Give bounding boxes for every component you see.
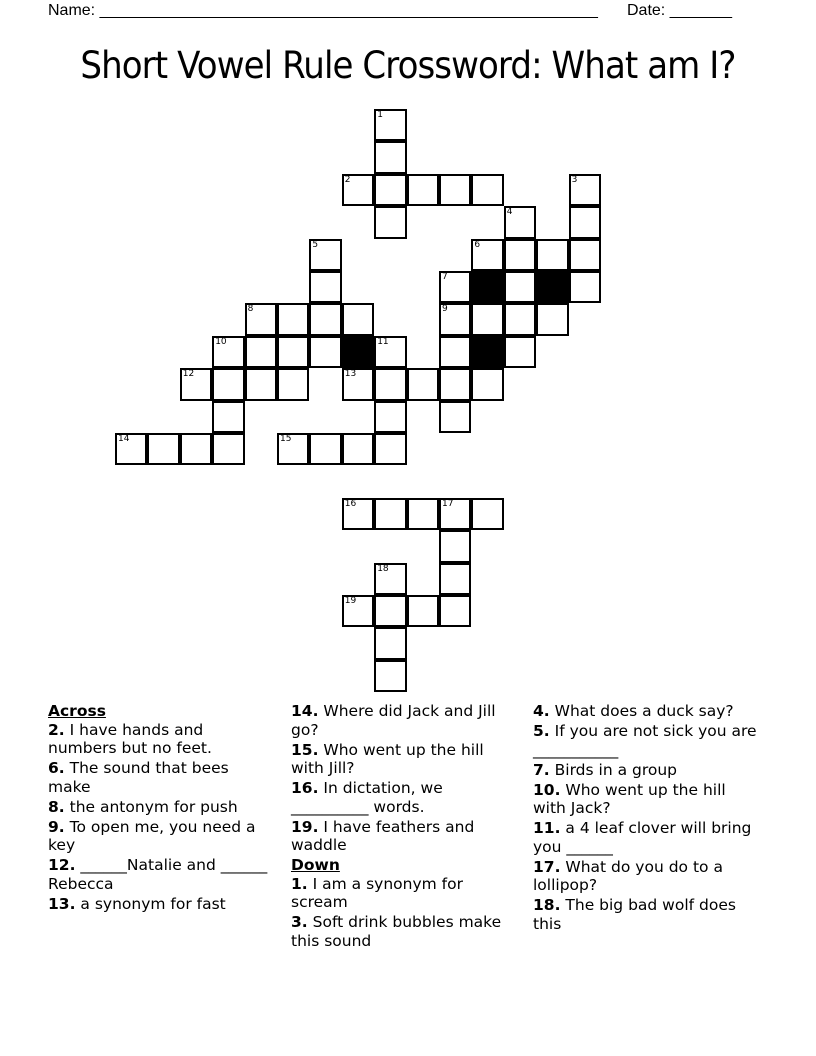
clue-item	[533, 858, 761, 895]
clue-text: The big bad wolf does this	[533, 896, 736, 933]
name-field-label: Name: ________________________________________________________	[48, 2, 598, 19]
clue-item	[291, 818, 519, 855]
clue-item	[48, 895, 276, 914]
grid-cell[interactable]	[374, 336, 406, 368]
clue-text: a synonym for fast	[80, 894, 226, 913]
grid-cell[interactable]	[504, 303, 536, 335]
grid-cell[interactable]	[407, 595, 439, 627]
clue-number: 7.	[533, 760, 550, 779]
clue-number: 13.	[48, 894, 76, 913]
grid-cell[interactable]	[309, 433, 341, 465]
grid-cell[interactable]	[309, 239, 341, 271]
grid-cell[interactable]	[471, 174, 503, 206]
clue-item	[48, 856, 276, 893]
clue-number: 18	[377, 563, 389, 574]
clue-number: 5	[312, 239, 319, 250]
black-cell	[471, 271, 503, 303]
clue-number: 12	[182, 369, 195, 380]
clue-number: 8.	[48, 797, 65, 816]
clue-text: Who went up the hill with Jack?	[533, 780, 726, 817]
clue-number: 18.	[533, 896, 561, 914]
grid-cell[interactable]	[374, 498, 406, 530]
clue-number: 9.	[48, 817, 65, 836]
grid-cell[interactable]	[504, 336, 536, 368]
grid-cell[interactable]	[147, 433, 179, 465]
clue-text: In dictation, we __________ words.	[291, 779, 443, 816]
grid-cell[interactable]	[536, 239, 568, 271]
grid-cell[interactable]	[374, 368, 406, 400]
clue-number: 17	[442, 498, 454, 509]
grid-cell[interactable]	[374, 563, 406, 595]
clue-item	[533, 819, 761, 856]
clue-item	[48, 759, 276, 796]
grid-cell[interactable]	[439, 303, 471, 335]
grid-cell[interactable]	[569, 239, 601, 271]
clue-number: 2.	[48, 720, 65, 739]
grid-cell[interactable]	[407, 498, 439, 530]
clue-text: What does a duck say?	[554, 702, 734, 720]
grid-cell[interactable]	[342, 174, 374, 206]
clue-number: 2	[344, 174, 351, 185]
grid-cell[interactable]	[374, 433, 406, 465]
clue-number: 10	[215, 336, 227, 347]
clue-text: Soft drink bubbles make this sound	[291, 913, 502, 950]
grid-cell[interactable]	[342, 433, 374, 465]
grid-cell[interactable]	[309, 303, 341, 335]
grid-cell[interactable]	[439, 595, 471, 627]
grid-cell[interactable]	[115, 433, 147, 465]
clue-number: 7	[442, 272, 448, 282]
clue-number: 12.	[48, 856, 76, 874]
grid-cell[interactable]	[277, 368, 309, 400]
clue-item	[291, 702, 519, 739]
clue-text: the antonym for push	[69, 797, 238, 816]
clue-text: The sound that bees make	[48, 759, 229, 796]
grid-cell[interactable]	[212, 433, 244, 465]
clue-number: 16	[344, 498, 357, 509]
grid-cell[interactable]	[439, 368, 471, 400]
grid-cell[interactable]	[374, 401, 406, 433]
clue-number: 14	[118, 434, 130, 444]
clue-number: 15.	[291, 740, 319, 759]
across-heading: Across	[48, 702, 106, 720]
black-cell	[536, 271, 568, 303]
grid-cell[interactable]	[471, 368, 503, 400]
clue-column-1	[48, 702, 276, 915]
grid-cell[interactable]	[439, 530, 471, 562]
grid-cell[interactable]	[504, 206, 536, 238]
clue-item	[48, 721, 276, 758]
grid-cell[interactable]	[212, 401, 244, 433]
clue-number: 9	[442, 304, 448, 315]
clue-number: 13	[344, 369, 357, 380]
clue-text: To open me, you need a key	[48, 817, 256, 854]
grid-cell[interactable]	[342, 368, 374, 400]
grid-cell[interactable]	[407, 368, 439, 400]
clue-item	[291, 741, 519, 778]
down-heading: Down	[291, 856, 340, 874]
grid-cell[interactable]	[374, 627, 406, 659]
grid-cell[interactable]	[245, 336, 277, 368]
grid-cell[interactable]	[277, 433, 309, 465]
grid-cell[interactable]	[439, 563, 471, 595]
grid-cell[interactable]	[504, 271, 536, 303]
clue-text: What do you do to a lollipop?	[533, 857, 723, 894]
grid-cell[interactable]	[439, 271, 471, 303]
clue-text: ______Natalie and ______ Rebecca	[48, 856, 268, 893]
date-field-label: Date: _______	[627, 2, 732, 19]
clue-text: Birds in a group	[554, 760, 678, 779]
clue-item	[533, 781, 761, 818]
grid-cell[interactable]	[569, 271, 601, 303]
clue-item	[533, 702, 761, 721]
clue-column-2	[291, 702, 519, 952]
grid-cell[interactable]	[439, 498, 471, 530]
clue-number: 16.	[291, 779, 319, 797]
clue-text: Where did Jack and Jill go?	[291, 702, 496, 739]
grid-cell[interactable]	[277, 303, 309, 335]
grid-cell[interactable]	[439, 174, 471, 206]
clue-text: I am a synonym for scream	[291, 874, 463, 911]
grid-cell[interactable]	[245, 368, 277, 400]
grid-cell[interactable]	[374, 660, 406, 692]
clue-number: 6.	[48, 759, 65, 777]
grid-cell[interactable]	[504, 239, 536, 271]
grid-cell[interactable]	[212, 368, 244, 400]
grid-cell[interactable]	[277, 336, 309, 368]
page-title: Short Vowel Rule Crossword: What am I?	[80, 44, 736, 87]
grid-cell[interactable]	[374, 206, 406, 238]
grid-cell[interactable]	[471, 498, 503, 530]
clue-number: 15	[280, 434, 292, 444]
clue-number: 10.	[533, 780, 561, 799]
clue-number: 19	[344, 596, 357, 606]
clue-number: 19.	[291, 817, 319, 836]
clue-text: I have feathers and waddle	[291, 817, 475, 854]
grid-cell[interactable]	[407, 174, 439, 206]
clue-number: 4.	[533, 702, 550, 720]
clue-number: 8	[247, 304, 254, 315]
grid-cell[interactable]	[536, 303, 568, 335]
clue-number: 17.	[533, 857, 561, 876]
grid-cell[interactable]	[309, 336, 341, 368]
grid-cell[interactable]	[342, 595, 374, 627]
grid-cell[interactable]	[374, 174, 406, 206]
clue-number: 1.	[291, 874, 308, 893]
clue-number: 4	[506, 207, 513, 218]
grid-cell[interactable]	[342, 498, 374, 530]
clue-text: Who went up the hill with Jill?	[291, 740, 484, 777]
black-cell	[471, 336, 503, 368]
clue-number: 14.	[291, 702, 319, 720]
grid-cell[interactable]	[212, 336, 244, 368]
grid-cell[interactable]	[439, 401, 471, 433]
clue-item	[48, 798, 276, 817]
clue-text: a 4 leaf clover will bring you ______	[533, 819, 752, 856]
grid-cell[interactable]	[309, 271, 341, 303]
grid-cell[interactable]	[245, 303, 277, 335]
clue-number: 5.	[533, 722, 550, 740]
grid-cell[interactable]	[180, 368, 212, 400]
black-cell	[342, 336, 374, 368]
clue-number: 3.	[291, 913, 308, 931]
clue-item	[291, 875, 519, 912]
clue-text: If you are not sick you are ___________	[533, 722, 757, 759]
clue-item	[533, 761, 761, 780]
clue-item	[291, 779, 519, 816]
clue-item	[533, 896, 761, 933]
grid-cell[interactable]	[374, 595, 406, 627]
clue-item	[291, 913, 519, 950]
clue-text: I have hands and numbers but no feet.	[48, 720, 212, 757]
grid-cell[interactable]	[180, 433, 212, 465]
grid-cell[interactable]	[471, 303, 503, 335]
clue-number: 1	[377, 110, 383, 120]
clue-column-3	[533, 702, 761, 935]
grid-cell[interactable]	[342, 303, 374, 335]
clue-number: 11	[377, 336, 389, 347]
clue-number: 3	[571, 174, 578, 185]
clue-number: 11.	[533, 819, 561, 837]
grid-cell[interactable]	[374, 109, 406, 141]
clue-item	[533, 722, 761, 759]
grid-cell[interactable]	[569, 206, 601, 238]
grid-cell[interactable]	[569, 174, 601, 206]
grid-cell[interactable]	[471, 239, 503, 271]
grid-cell[interactable]	[374, 141, 406, 173]
clue-number: 6	[474, 239, 481, 250]
clue-item	[48, 818, 276, 855]
grid-cell[interactable]	[439, 336, 471, 368]
